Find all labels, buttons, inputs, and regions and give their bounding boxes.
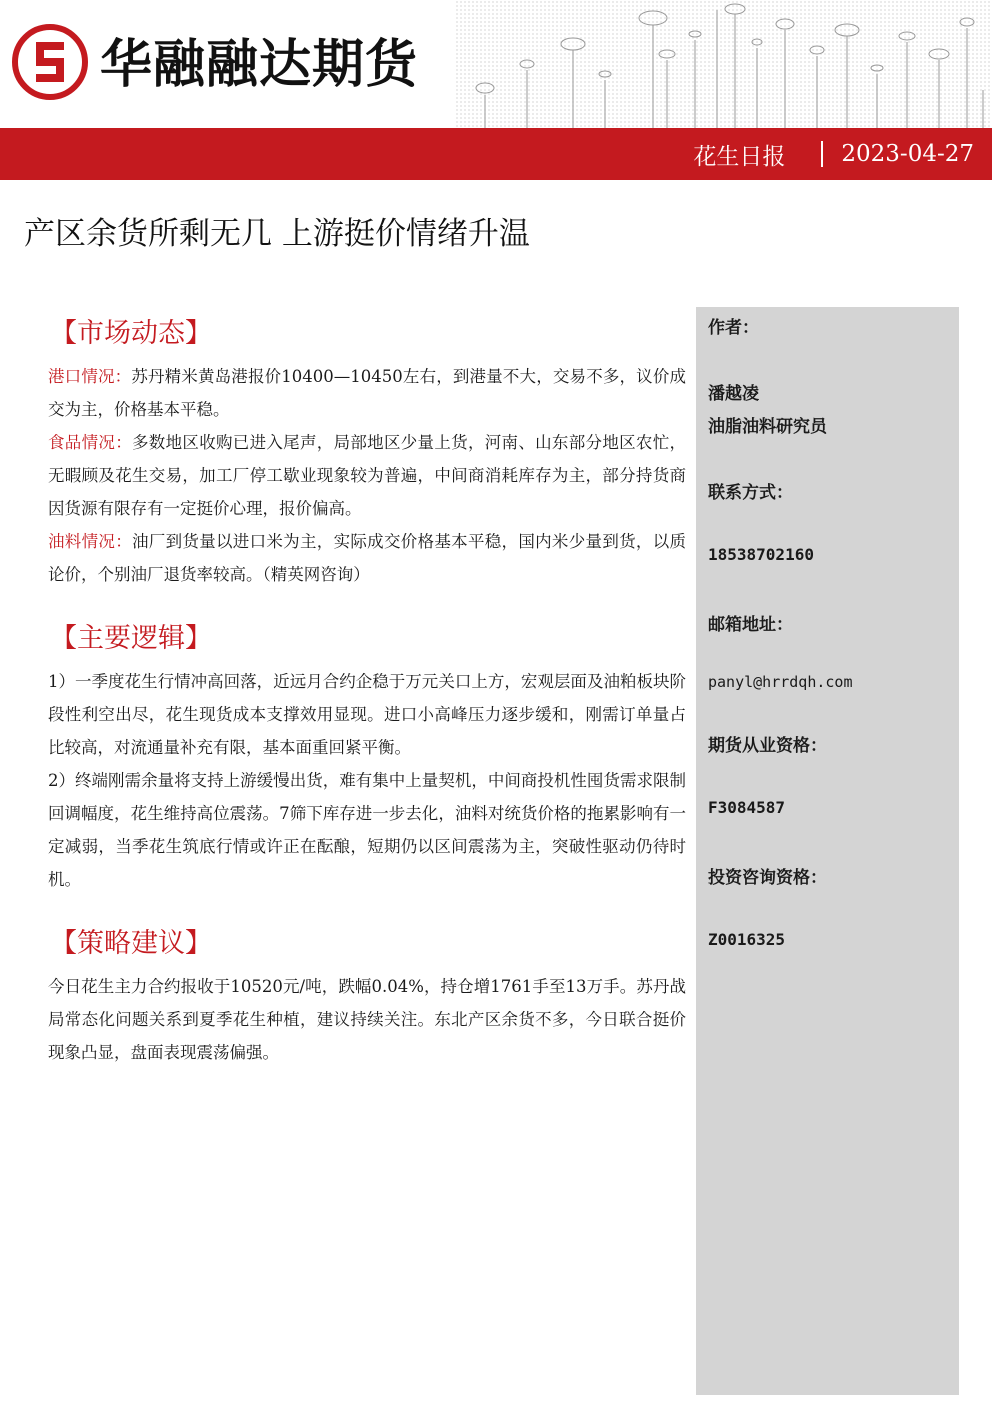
headline: 产区余货所剩无几 上游挺价情绪升温 (24, 216, 530, 252)
food-text: 多数地区收购已进入尾声，局部地区少量上货，河南、山东部分地区农忙，无暇顾及花生交易，加工厂停工歇业现象较为普遍，中间商消耗库存为主，部分持货商因货源有限存有一定挺价心理，报价偏高。 (48, 433, 687, 518)
email-label: 邮箱地址： (708, 615, 793, 635)
band-divider (821, 141, 823, 167)
advisory-cert-label: 投资咨询资格： (708, 868, 827, 888)
section-title-logic: 【主要逻辑】 (50, 623, 212, 654)
section-title-strategy: 【策略建议】 (50, 928, 212, 959)
author-label: 作者： (708, 318, 759, 338)
food-paragraph (48, 426, 686, 525)
author-name: 潘越凌 (708, 384, 759, 404)
huarong-rongda-logo-icon (12, 24, 88, 100)
main-content (48, 308, 686, 1069)
header-decoration (455, 0, 992, 128)
report-type: 花生日报 (693, 143, 786, 170)
report-date: 2023-04-27 (841, 141, 974, 167)
strategy-paragraph: 今日花生主力合约报收于10520元/吨，跌幅0.04%，持仓增1761手至13万手。苏丹战局常态化问题关系到夏季花生种植，建议持续关注。东北产区余货不多，今日联合挺价现象凸显，盘面表现震荡偏强。 (48, 977, 686, 1062)
logic-paragraph-2: 2）终端刚需余量将支持上游缓慢出货，难有集中上量契机，中间商投机性囤货需求限制回调幅度，花生维持高位震荡。7筛下库存进一步去化，油料对统货价格的拖累影响有一定减弱，当季花生筑底行情或许正在酝酿，短期仍以区间震荡为主，突破性驱动仍待时机。 (48, 771, 686, 889)
phone-number: 18538702160 (708, 545, 814, 564)
oil-text: 油厂到货量以进口米为主，实际成交价格基本平稳，国内米少量到货，以质论价，个别油厂退货率较高。（精英网咨询） (48, 532, 687, 584)
port-paragraph (48, 360, 686, 426)
brand-name: 华融融达期货 (100, 35, 419, 95)
email-address[interactable]: panyl@hrrdqh.com (708, 673, 853, 691)
contact-label: 联系方式： (708, 483, 793, 503)
oil-label: 油料情况： (48, 532, 132, 551)
header-band (0, 128, 992, 180)
logic-paragraph-1: 1）一季度花生行情冲高回落，近远月合约企稳于万元关口上方，宏观层面及油粕板块阶段性利空出尽，花生现货成本支撑效用显现。进口小高峰压力逐步缓和，刚需订单量占比较高，对流通量补充有限，基本面重回紧平衡。 (48, 672, 686, 757)
oil-paragraph (48, 525, 686, 591)
section-title-market: 【市场动态】 (50, 318, 212, 349)
author-title: 油脂油料研究员 (708, 417, 827, 437)
port-label: 港口情况： (48, 367, 132, 386)
advisory-cert-number: Z0016325 (708, 930, 786, 949)
futures-cert-label: 期货从业资格： (708, 736, 827, 756)
author-sidebar (696, 307, 959, 1395)
futures-cert-number: F3084587 (708, 798, 786, 817)
food-label: 食品情况： (48, 433, 132, 452)
port-text: 苏丹精米黄岛港报价10400—10450左右，到港量不大，交易不多，议价成交为主，价格基本平稳。 (48, 367, 686, 419)
